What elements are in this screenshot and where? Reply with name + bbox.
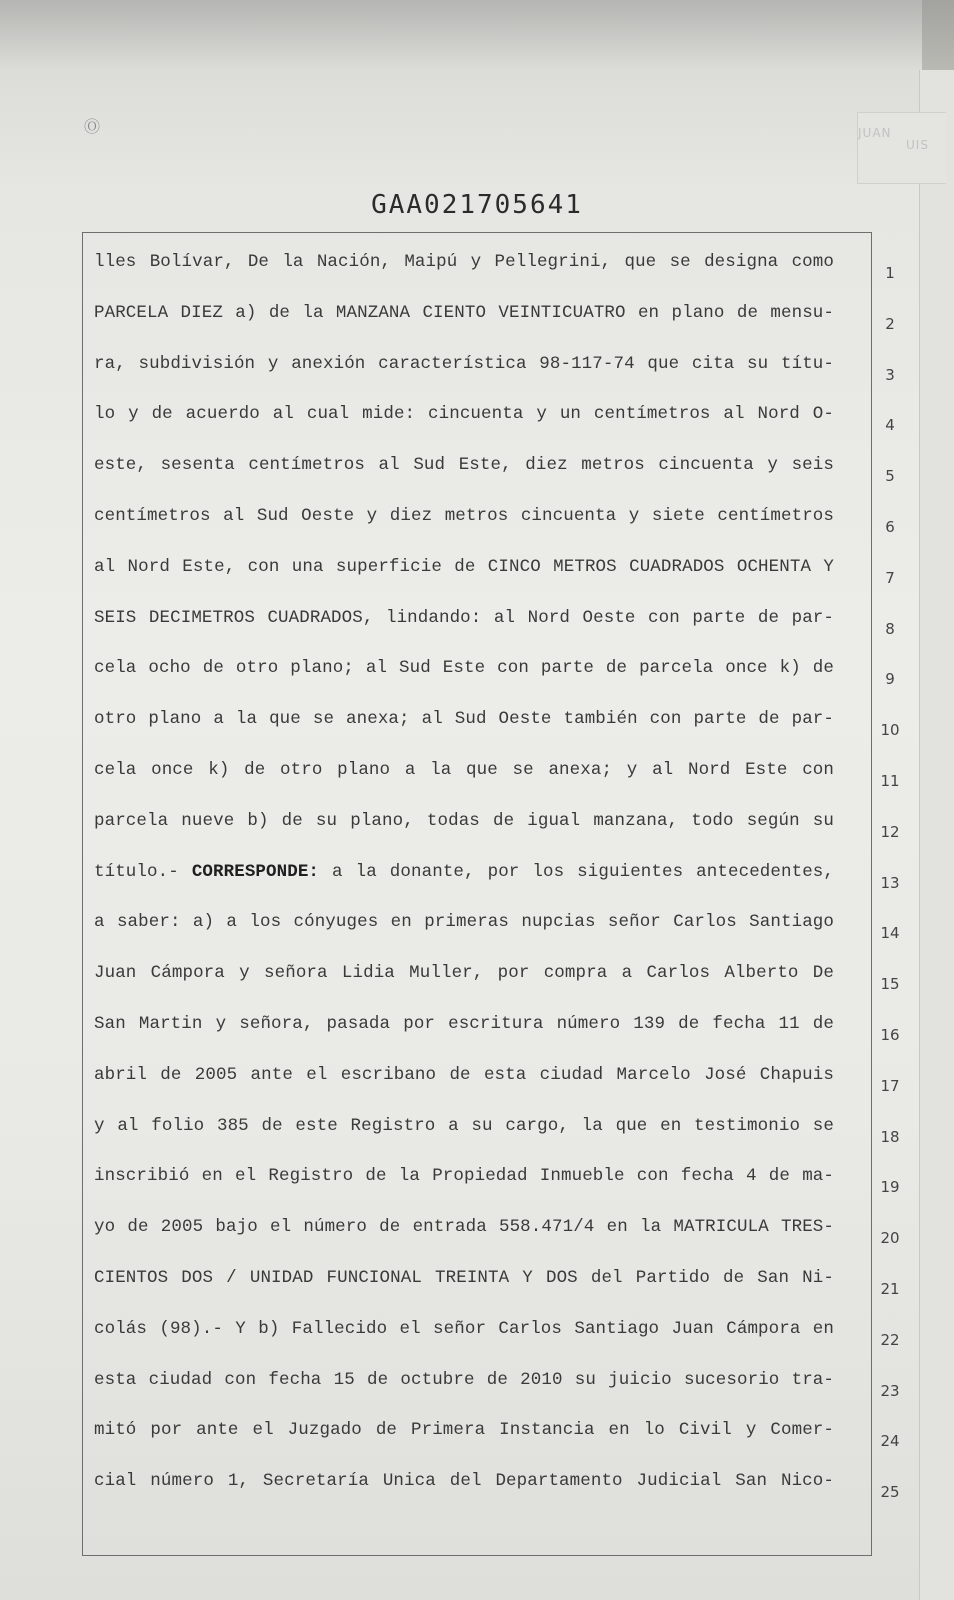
adjacent-sheet-edge bbox=[919, 70, 954, 1600]
text-line: CIENTOS DOS / UNIDAD FUNCIONAL TREINTA Y DOS del Partido de San Ni- bbox=[94, 1268, 834, 1288]
text-line: lles Bolívar, De la Nación, Maipú y Pellegrini, que se designa como bbox=[94, 252, 834, 272]
line-number: 21 bbox=[880, 1280, 900, 1298]
edge-text-uis: UIS bbox=[906, 138, 929, 152]
line-number: 11 bbox=[880, 772, 900, 790]
line-number: 5 bbox=[885, 467, 895, 486]
text-line: mitó por ante el Juzgado de Primera Instancia en lo Civil y Comer- bbox=[94, 1420, 834, 1441]
text-line: cela ocho de otro plano; al Sud Este con parte de parcela once k) de bbox=[94, 658, 834, 679]
document-code: GAA021705641 bbox=[371, 190, 583, 220]
line-number: 6 bbox=[885, 518, 895, 536]
text-line: otro plano a la que se anexa; al Sud Oeste también con parte de par- bbox=[94, 709, 834, 730]
text-line: Juan Cámpora y señora Lidia Muller, por compra a Carlos Alberto De bbox=[94, 963, 834, 984]
text-line: SEIS DECIMETROS CUADRADOS, lindando: al Nord Oeste con parte de par- bbox=[94, 607, 834, 628]
adjacent-sheet-tab bbox=[857, 112, 946, 184]
text-line: abril de 2005 ante el escribano de esta ciudad Marcelo José Chapuis bbox=[94, 1064, 834, 1085]
corner-mark: Ⓞ bbox=[84, 117, 101, 136]
line-number: 1 bbox=[885, 264, 895, 282]
top-shadow bbox=[0, 0, 954, 70]
text-line: este, sesenta centímetros al Sud Este, diez metros cincuenta y seis bbox=[94, 455, 834, 476]
line-number: 20 bbox=[880, 1229, 900, 1248]
text-line: lo y de acuerdo al cual mide: cincuenta y un centímetros al Nord O- bbox=[94, 404, 834, 425]
line-number: 12 bbox=[880, 822, 900, 841]
text-line: parcela nueve b) de su plano, todas de igual manzana, todo según su bbox=[94, 810, 834, 831]
edge-text-juan: JUAN bbox=[858, 126, 892, 140]
line-number: 7 bbox=[885, 568, 895, 587]
text-line: y al folio 385 de este Registro a su cargo, la que en testimonio se bbox=[94, 1115, 834, 1136]
text-line: esta ciudad con fecha 15 de octubre de 2010 su juicio sucesorio tra- bbox=[94, 1369, 834, 1390]
text-line: yo de 2005 bajo el número de entrada 558.471/4 en la MATRICULA TRES- bbox=[94, 1217, 834, 1238]
line-number: 18 bbox=[880, 1127, 900, 1146]
line-number: 9 bbox=[885, 670, 895, 689]
line-number: 22 bbox=[880, 1330, 900, 1349]
text-frame bbox=[82, 232, 872, 1556]
text-line: cial número 1, Secretaría Unica del Departamento Judicial San Nico- bbox=[94, 1471, 834, 1492]
line-number: 16 bbox=[880, 1026, 900, 1044]
line-number: 15 bbox=[880, 975, 900, 994]
line-number: 25 bbox=[880, 1483, 900, 1502]
text-line: inscribió en el Registro de la Propiedad Inmueble con fecha 4 de ma- bbox=[94, 1166, 834, 1187]
text-line: a saber: a) a los cónyuges en primeras nupcias señor Carlos Santiago bbox=[94, 912, 834, 933]
text-line: título.- CORRESPONDE: a la donante, por los siguientes antecedentes, bbox=[94, 861, 834, 882]
line-number: 13 bbox=[880, 873, 900, 892]
text-line: al Nord Este, con una superficie de CINCO METROS CUADRADOS OCHENTA Y bbox=[94, 556, 834, 577]
line-number: 4 bbox=[885, 416, 895, 435]
text-line: PARCELA DIEZ a) de la MANZANA CIENTO VEINTICUATRO en plano de mensu- bbox=[94, 302, 834, 323]
text-line: cela once k) de otro plano a la que se anexa; y al Nord Este con bbox=[94, 760, 834, 780]
line-number: 17 bbox=[880, 1076, 900, 1095]
line-number: 8 bbox=[885, 619, 895, 638]
bold-keyword: CORRESPONDE: bbox=[191, 861, 320, 882]
text-line: ra, subdivisión y anexión característica 98-117-74 que cita su títu- bbox=[94, 353, 834, 374]
line-number: 24 bbox=[880, 1432, 900, 1451]
line-number: 19 bbox=[880, 1178, 900, 1197]
line-number: 23 bbox=[880, 1381, 900, 1400]
text-line: San Martin y señora, pasada por escritura número 139 de fecha 11 de bbox=[94, 1014, 834, 1034]
text-line: centímetros al Sud Oeste y diez metros cincuenta y siete centímetros bbox=[94, 506, 834, 526]
line-number: 3 bbox=[885, 365, 895, 384]
text-line: colás (98).- Y b) Fallecido el señor Carlos Santiago Juan Cámpora en bbox=[94, 1318, 834, 1339]
line-number: 10 bbox=[880, 721, 900, 740]
line-number: 14 bbox=[880, 924, 900, 943]
line-number: 2 bbox=[885, 314, 895, 333]
